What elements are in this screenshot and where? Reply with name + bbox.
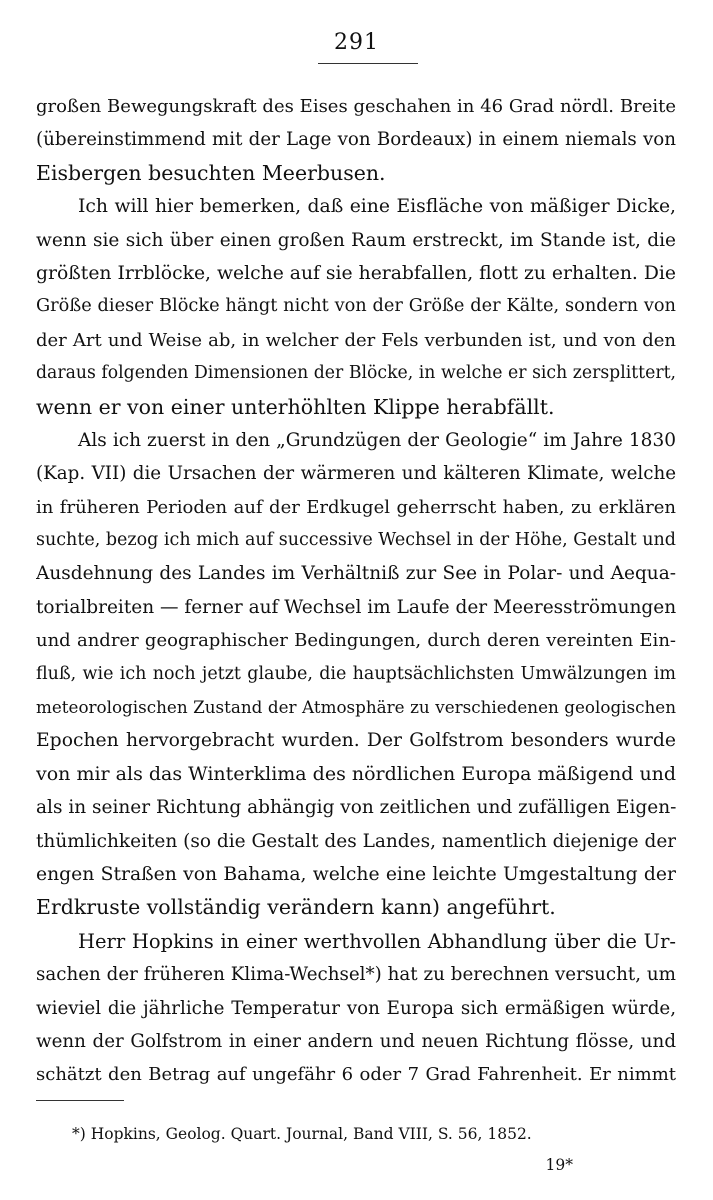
footnote-rule — [36, 1100, 124, 1101]
text-line: Herr Hopkins in einer werthvollen Abhandlung über die Ur- — [78, 929, 676, 953]
text-line: (Kap. VII) die Ursachen der wärmeren und kälteren Klimate, welche — [36, 463, 676, 485]
text-line: in früheren Perioden auf der Erdkugel geherrscht haben, zu erklären — [36, 496, 676, 518]
text-line: als in seiner Richtung abhängig von zeitlichen und zufälligen Eigen- — [36, 797, 676, 819]
body-text — [36, 90, 676, 1092]
text-line: Ausdehnung des Landes im Verhältniß zur See in Polar- und Aequa- — [36, 563, 676, 585]
text-line: größten Irrblöcke, welche auf sie herabfallen, flott zu erhalten. Die — [36, 262, 676, 284]
page-number: 291 — [334, 30, 379, 55]
text-line: wenn sie sich über einen großen Raum erstreckt, im Stande ist, die — [36, 229, 676, 251]
signature-mark: 19* — [545, 1156, 573, 1174]
text-line: Eisbergen besuchten Meerbusen. — [36, 160, 386, 185]
text-line: Erdkruste vollständig verändern kann) angeführt. — [36, 895, 556, 920]
text-line: engen Straßen von Bahama, welche eine leichte Umgestaltung der — [36, 863, 676, 885]
text-line: thümlichkeiten (so die Gestalt des Landes, namentlich diejenige der — [36, 830, 676, 852]
text-line: von mir als das Winterklima des nördlichen Europa mäßigend und — [36, 762, 676, 785]
text-line: großen Bewegungskraft des Eises geschahen in 46 Grad nördl. Breite — [36, 96, 676, 117]
page-number-rule — [318, 63, 418, 64]
text-line: meteorologischen Zustand der Atmosphäre zu verschiedenen geologischen — [36, 697, 676, 718]
text-line: Größe dieser Blöcke hängt nicht von der Größe der Kälte, sondern von — [36, 296, 676, 317]
text-line: wieviel die jährliche Temperatur von Europa sich ermäßigen würde, — [36, 997, 676, 1019]
text-line: und andrer geographischer Bedingungen, durch deren vereinten Ein- — [36, 630, 676, 652]
text-line: der Art und Weise ab, in welcher der Fels verbunden ist, und von den — [36, 329, 676, 351]
text-line: Als ich zuerst in den „Grundzügen der Geologie“ im Jahre 1830 — [78, 429, 676, 451]
text-line: schätzt den Betrag auf ungefähr 6 oder 7 Grad Fahrenheit. Er nimmt — [36, 1064, 676, 1086]
text-line: suchte, bezog ich mich auf successive Wechsel in der Höhe, Gestalt und — [36, 530, 676, 551]
text-line: fluß, wie ich noch jetzt glaube, die hauptsächlichsten Umwälzungen im — [36, 663, 676, 684]
text-line: Epochen hervorgebracht wurden. Der Golfstrom besonders wurde — [36, 730, 676, 752]
footnote: *) Hopkins, Geolog. Quart. Journal, Band VIII, S. 56, 1852. — [72, 1125, 532, 1143]
text-line: sachen der früheren Klima-Wechsel*) hat zu berechnen versucht, um — [36, 964, 676, 986]
text-line: daraus folgenden Dimensionen der Blöcke, in welche er sich zersplittert, — [36, 363, 676, 384]
text-line: torialbreiten — ferner auf Wechsel im Laufe der Meeresströmungen — [36, 596, 676, 618]
text-line: wenn er von einer unterhöhlten Klippe herabfällt. — [36, 394, 555, 419]
text-line: Ich will hier bemerken, daß eine Eisfläche von mäßiger Dicke, — [78, 196, 676, 218]
text-line: (übereinstimmend mit der Lage von Bordeaux) in einem niemals von — [36, 129, 676, 151]
text-line: wenn der Golfstrom in einer andern und neuen Richtung flösse, und — [36, 1030, 676, 1052]
